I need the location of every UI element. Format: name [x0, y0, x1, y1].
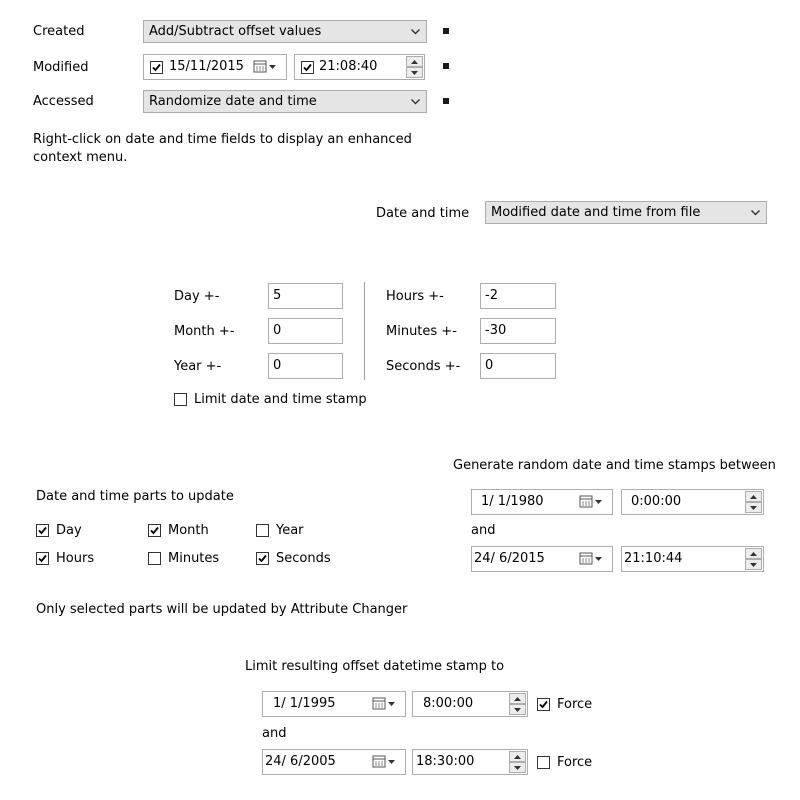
modified-date-checkbox[interactable]: [150, 61, 163, 74]
arrow-up-icon: [750, 552, 757, 556]
chevron-down-icon: [411, 99, 420, 105]
modified-date-picker[interactable]: [143, 54, 287, 80]
seconds-offset-label: Seconds +-: [386, 359, 461, 374]
checkmark-icon: [538, 699, 549, 710]
accessed-label: Accessed: [33, 94, 94, 109]
part-day-checkbox[interactable]: [36, 524, 49, 537]
accessed-mode-dropdown[interactable]: [143, 90, 427, 113]
arrow-up-icon: [514, 755, 521, 759]
arrow-down-icon: [750, 506, 757, 510]
random-from-time-value: 0:00:00: [631, 494, 682, 509]
accessed-mode-value: Randomize date and time: [149, 94, 317, 109]
calendar-icon[interactable]: [372, 696, 398, 712]
spin-down-button[interactable]: [406, 67, 423, 78]
limit-to-date-picker[interactable]: [262, 749, 406, 775]
created-mode-value: Add/Subtract offset values: [149, 24, 322, 39]
part-day-label: Day: [56, 523, 82, 538]
spin-up-button[interactable]: [509, 693, 526, 704]
modified-date-value: 15/11/2015: [169, 59, 244, 74]
modified-time-checkbox[interactable]: [301, 61, 314, 74]
hours-offset-label: Hours +-: [386, 289, 444, 304]
checkmark-icon: [302, 62, 313, 73]
modified-time-spinner[interactable]: [406, 56, 423, 78]
spin-up-button[interactable]: [745, 491, 762, 502]
limit-from-time-value: 8:00:00: [423, 696, 474, 711]
arrow-down-icon: [514, 708, 521, 712]
spin-down-button[interactable]: [509, 704, 526, 715]
random-from-time-spinner[interactable]: [745, 491, 762, 513]
year-offset-label: Year +-: [174, 359, 222, 374]
source-dropdown[interactable]: [485, 201, 767, 224]
checkmark-icon: [37, 553, 48, 564]
calendar-icon[interactable]: [579, 494, 605, 510]
day-offset-input[interactable]: [268, 283, 343, 309]
calendar-icon[interactable]: [579, 551, 605, 567]
limit-to-date-value: 24/ 6/2005: [265, 754, 336, 769]
limit-to-time-picker[interactable]: [412, 749, 528, 775]
year-offset-input[interactable]: [268, 353, 343, 379]
arrow-down-icon: [514, 766, 521, 770]
limit-from-force-checkbox[interactable]: [537, 698, 550, 711]
random-from-time-picker[interactable]: [621, 489, 764, 515]
arrow-up-icon: [411, 60, 418, 64]
limit-to-force-checkbox[interactable]: [537, 756, 550, 769]
parts-title: Date and time parts to update: [36, 489, 234, 504]
part-minutes-checkbox[interactable]: [148, 552, 161, 565]
arrow-up-icon: [514, 697, 521, 701]
arrow-up-icon: [750, 495, 757, 499]
spin-down-button[interactable]: [745, 502, 762, 513]
minutes-offset-input[interactable]: [480, 318, 556, 344]
part-month-label: Month: [168, 523, 209, 538]
month-offset-value: 0: [273, 323, 282, 338]
source-label: Date and time: [376, 206, 470, 221]
checkmark-icon: [257, 553, 268, 564]
limit-title: Limit resulting offset datetime stamp to: [245, 659, 505, 674]
limit-from-force-label: Force: [557, 697, 593, 712]
chevron-down-icon: [751, 210, 760, 216]
limit-from-time-spinner[interactable]: [509, 693, 526, 715]
created-label: Created: [33, 24, 85, 39]
seconds-offset-input[interactable]: [480, 353, 556, 379]
modified-menu-button[interactable]: [443, 63, 449, 69]
source-value: Modified date and time from file: [491, 205, 701, 220]
minutes-offset-value: -30: [485, 323, 507, 338]
part-seconds-checkbox[interactable]: [256, 552, 269, 565]
spin-down-button[interactable]: [509, 762, 526, 773]
created-menu-button[interactable]: [443, 28, 449, 34]
random-to-date-picker[interactable]: [471, 546, 613, 572]
checkmark-icon: [37, 525, 48, 536]
created-mode-dropdown[interactable]: [143, 20, 427, 43]
modified-time-picker[interactable]: [294, 54, 425, 80]
chevron-down-icon: [411, 29, 420, 35]
day-offset-value: 5: [273, 288, 282, 303]
calendar-icon[interactable]: [253, 59, 279, 75]
part-hours-label: Hours: [56, 551, 95, 566]
part-minutes-label: Minutes: [168, 551, 220, 566]
limit-from-date-value: 1/ 1/1995: [273, 696, 336, 711]
arrow-down-icon: [750, 563, 757, 567]
accessed-menu-button[interactable]: [443, 98, 449, 104]
parts-note: Only selected parts will be updated by Attribute Changer: [36, 602, 408, 617]
checkmark-icon: [149, 525, 160, 536]
spin-up-button[interactable]: [509, 751, 526, 762]
random-and-label: and: [471, 523, 496, 538]
limit-to-time-spinner[interactable]: [509, 751, 526, 773]
modified-time-value: 21:08:40: [319, 59, 378, 74]
random-to-time-value: 21:10:44: [624, 551, 683, 566]
year-offset-value: 0: [273, 358, 282, 373]
limit-and-label: and: [262, 726, 287, 741]
limit-to-force-label: Force: [557, 755, 593, 770]
random-title: Generate random date and time stamps between: [453, 458, 776, 473]
random-to-date-value: 24/ 6/2015: [474, 551, 545, 566]
spin-up-button[interactable]: [406, 56, 423, 67]
spin-up-button[interactable]: [745, 548, 762, 559]
limit-stamp-label: Limit date and time stamp: [194, 392, 367, 407]
part-month-checkbox[interactable]: [148, 524, 161, 537]
arrow-down-icon: [411, 71, 418, 75]
modified-label: Modified: [33, 60, 89, 75]
offset-separator: [364, 282, 365, 380]
spin-down-button[interactable]: [745, 559, 762, 570]
hours-offset-input[interactable]: [480, 283, 556, 309]
month-offset-input[interactable]: [268, 318, 343, 344]
part-year-checkbox[interactable]: [256, 524, 269, 537]
hours-offset-value: -2: [485, 288, 498, 303]
limit-from-date-picker[interactable]: [262, 691, 406, 717]
limit-from-time-picker[interactable]: [412, 691, 528, 717]
seconds-offset-value: 0: [485, 358, 494, 373]
calendar-icon[interactable]: [372, 754, 398, 770]
context-menu-hint: Right-click on date and time fields to display an enhanced context menu.: [33, 132, 412, 165]
part-hours-checkbox[interactable]: [36, 552, 49, 565]
minutes-offset-label: Minutes +-: [386, 324, 457, 339]
random-from-date-value: 1/ 1/1980: [481, 494, 544, 509]
random-to-time-picker[interactable]: [621, 546, 764, 572]
random-from-date-picker[interactable]: [471, 489, 613, 515]
month-offset-label: Month +-: [174, 324, 235, 339]
part-year-label: Year: [276, 523, 304, 538]
random-to-time-spinner[interactable]: [745, 548, 762, 570]
limit-to-time-value: 18:30:00: [416, 754, 475, 769]
limit-stamp-checkbox[interactable]: [174, 393, 187, 406]
day-offset-label: Day +-: [174, 289, 220, 304]
checkmark-icon: [151, 62, 162, 73]
part-seconds-label: Seconds: [276, 551, 331, 566]
